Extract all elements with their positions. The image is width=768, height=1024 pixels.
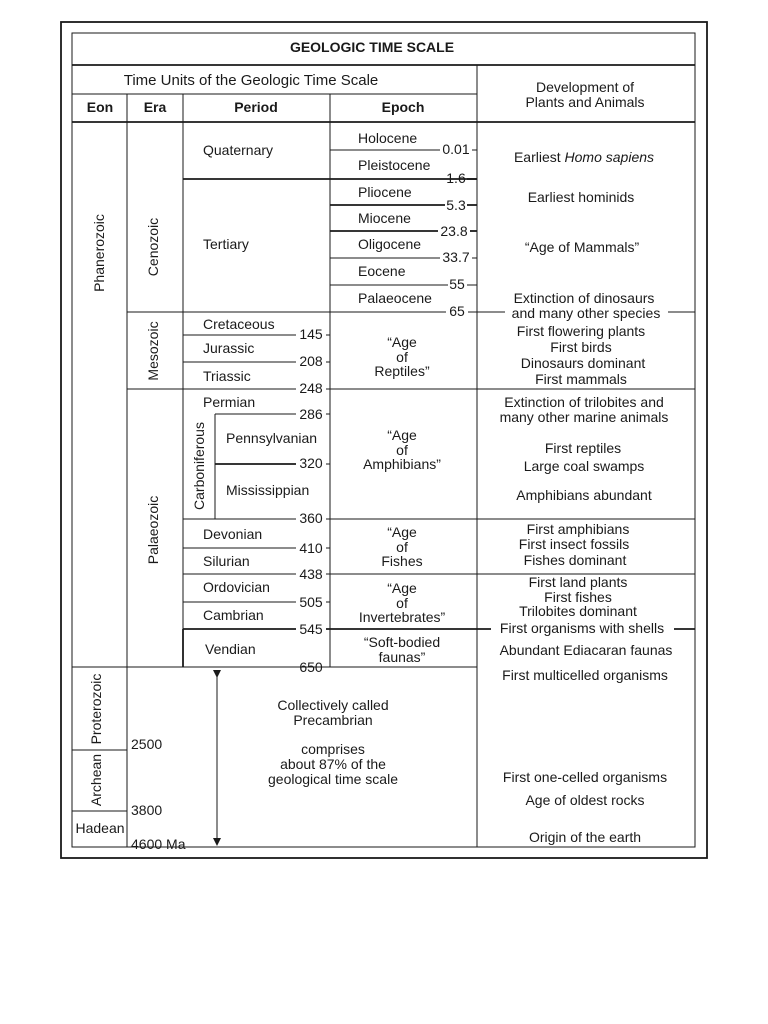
header-development-1: Development of [535, 79, 635, 95]
header-period: Period [234, 99, 278, 115]
period-devonian: Devonian [203, 526, 263, 542]
precambrian-line-1: Collectively called [277, 697, 389, 713]
dev-ext-dino-1: Extinction of dinosaurs [513, 290, 655, 306]
epoch-oligocene: Oligocene [358, 236, 422, 252]
period-quaternary: Quaternary [203, 142, 274, 158]
epoch-miocene: Miocene [358, 210, 411, 226]
age-650: 650 [299, 659, 323, 675]
age-320: 320 [299, 455, 323, 471]
period-silurian: Silurian [203, 553, 250, 569]
soft-bodied-2: faunas” [378, 649, 426, 665]
age-360: 360 [299, 510, 323, 526]
period-triassic: Triassic [203, 368, 251, 384]
age-545: 545 [299, 621, 323, 637]
dev-origin: Origin of the earth [528, 829, 642, 845]
era-cenozoic: Cenozoic [145, 217, 161, 277]
dev-one-celled: First one-celled organisms [502, 769, 668, 785]
age-3800: 3800 [131, 802, 163, 818]
precambrian-line-5: geological time scale [268, 771, 398, 787]
period-vendian: Vendian [205, 641, 256, 657]
diagram-title: GEOLOGIC TIME SCALE [289, 39, 455, 55]
age-2500: 2500 [131, 736, 163, 752]
dev-ediacaran: Abundant Ediacaran faunas [499, 642, 673, 658]
precambrian-line-3: comprises [301, 741, 365, 757]
age-of-fishes-1: “Age [387, 524, 417, 540]
age-410: 410 [299, 540, 323, 556]
dev-multicelled: First multicelled organisms [502, 667, 668, 683]
age-286: 286 [299, 406, 323, 422]
dev-ext-trilo-2: many other marine animals [499, 409, 669, 425]
dev-flowering: First flowering plants [516, 323, 646, 339]
age-145: 145 [299, 326, 323, 342]
eon-phanerozoic: Phanerozoic [91, 214, 107, 292]
period-tertiary: Tertiary [203, 236, 249, 252]
period-pennsylvanian: Pennsylvanian [226, 430, 318, 446]
dev-birds: First birds [550, 339, 612, 355]
age-of-reptiles-2: of [396, 349, 408, 365]
soft-bodied-1: “Soft-bodied [363, 634, 441, 650]
dev-oldest-rocks: Age of oldest rocks [525, 792, 645, 808]
eon-proterozoic: Proterozoic [88, 673, 104, 745]
dev-trilo-dom: Trilobites dominant [519, 603, 637, 619]
header-development-2: Plants and Animals [525, 94, 645, 110]
period-ordovician: Ordovician [203, 579, 270, 595]
age-505: 505 [299, 594, 323, 610]
period-cambrian: Cambrian [203, 607, 264, 623]
dev-dinos: Dinosaurs dominant [520, 355, 646, 371]
eon-hadean: Hadean [75, 820, 125, 836]
dev-coal: Large coal swamps [523, 458, 645, 474]
dev-first-fishes: First fishes [544, 589, 612, 605]
age-of-invertebrates-3: Invertebrates” [358, 609, 446, 625]
era-palaeozoic: Palaeozoic [145, 495, 161, 565]
age-of-reptiles-1: “Age [387, 334, 417, 350]
era-mesozoic: Mesozoic [145, 321, 161, 381]
header-era: Era [143, 99, 167, 115]
dev-first-reptiles: First reptiles [544, 440, 622, 456]
age-of-fishes-3: Fishes [381, 553, 423, 569]
precambrian-line-2: Precambrian [293, 712, 373, 728]
period-jurassic: Jurassic [203, 340, 255, 356]
age-of-reptiles-3: Reptiles” [374, 363, 430, 379]
dev-ext-trilo-1: Extinction of trilobites and [504, 394, 664, 410]
age-16: 1.6 [446, 170, 466, 186]
dev-first-mammals: First mammals [535, 371, 627, 387]
age-438: 438 [299, 566, 323, 582]
age-4600: 4600 Ma [131, 836, 186, 852]
epoch-eocene: Eocene [358, 263, 406, 279]
age-001: 0.01 [442, 141, 470, 157]
age-55: 55 [449, 276, 465, 292]
header-epoch: Epoch [381, 99, 425, 115]
age-248: 248 [299, 380, 323, 396]
age-of-fishes-2: of [396, 539, 408, 555]
dev-homo-prefix: Earliest [513, 149, 561, 165]
period-mississippian: Mississippian [226, 482, 310, 498]
dev-insect: First insect fossils [518, 536, 630, 552]
epoch-palaeocene: Palaeocene [358, 290, 432, 306]
dev-hominids: Earliest hominids [527, 189, 635, 205]
age-65: 65 [449, 303, 465, 319]
header-time-units: Time Units of the Geologic Time Scale [123, 72, 379, 89]
dev-age-mammals: “Age of Mammals” [524, 239, 640, 255]
age-337: 33.7 [442, 249, 470, 265]
age-of-amphibians-2: of [396, 442, 408, 458]
age-of-invertebrates-1: “Age [387, 580, 417, 596]
age-238: 23.8 [440, 223, 468, 239]
period-carboniferous: Carboniferous [191, 422, 207, 510]
dev-amph-abundant: Amphibians abundant [516, 487, 652, 503]
epoch-pleistocene: Pleistocene [358, 157, 431, 173]
dev-ext-dino-2: and many other species [511, 305, 661, 321]
dev-homo-italic: Homo sapiens [564, 149, 655, 165]
header-eon: Eon [86, 99, 114, 115]
age-208: 208 [299, 353, 323, 369]
age-of-invertebrates-2: of [396, 595, 408, 611]
age-of-amphibians-3: Amphibians” [363, 456, 441, 472]
period-cretaceous: Cretaceous [203, 316, 275, 332]
period-permian: Permian [203, 394, 256, 410]
age-53: 5.3 [446, 197, 466, 213]
eon-archean: Archean [88, 753, 104, 807]
dev-homo-sapiens [514, 149, 654, 165]
dev-land-plants: First land plants [528, 574, 628, 590]
precambrian-line-4: about 87% of the [280, 756, 386, 772]
dev-shells: First organisms with shells [499, 620, 665, 636]
dev-fishes-dom: Fishes dominant [523, 552, 627, 568]
age-of-amphibians-1: “Age [387, 427, 417, 443]
dev-first-amph: First amphibians [526, 521, 630, 537]
epoch-pliocene: Pliocene [358, 184, 412, 200]
epoch-holocene: Holocene [358, 130, 418, 146]
